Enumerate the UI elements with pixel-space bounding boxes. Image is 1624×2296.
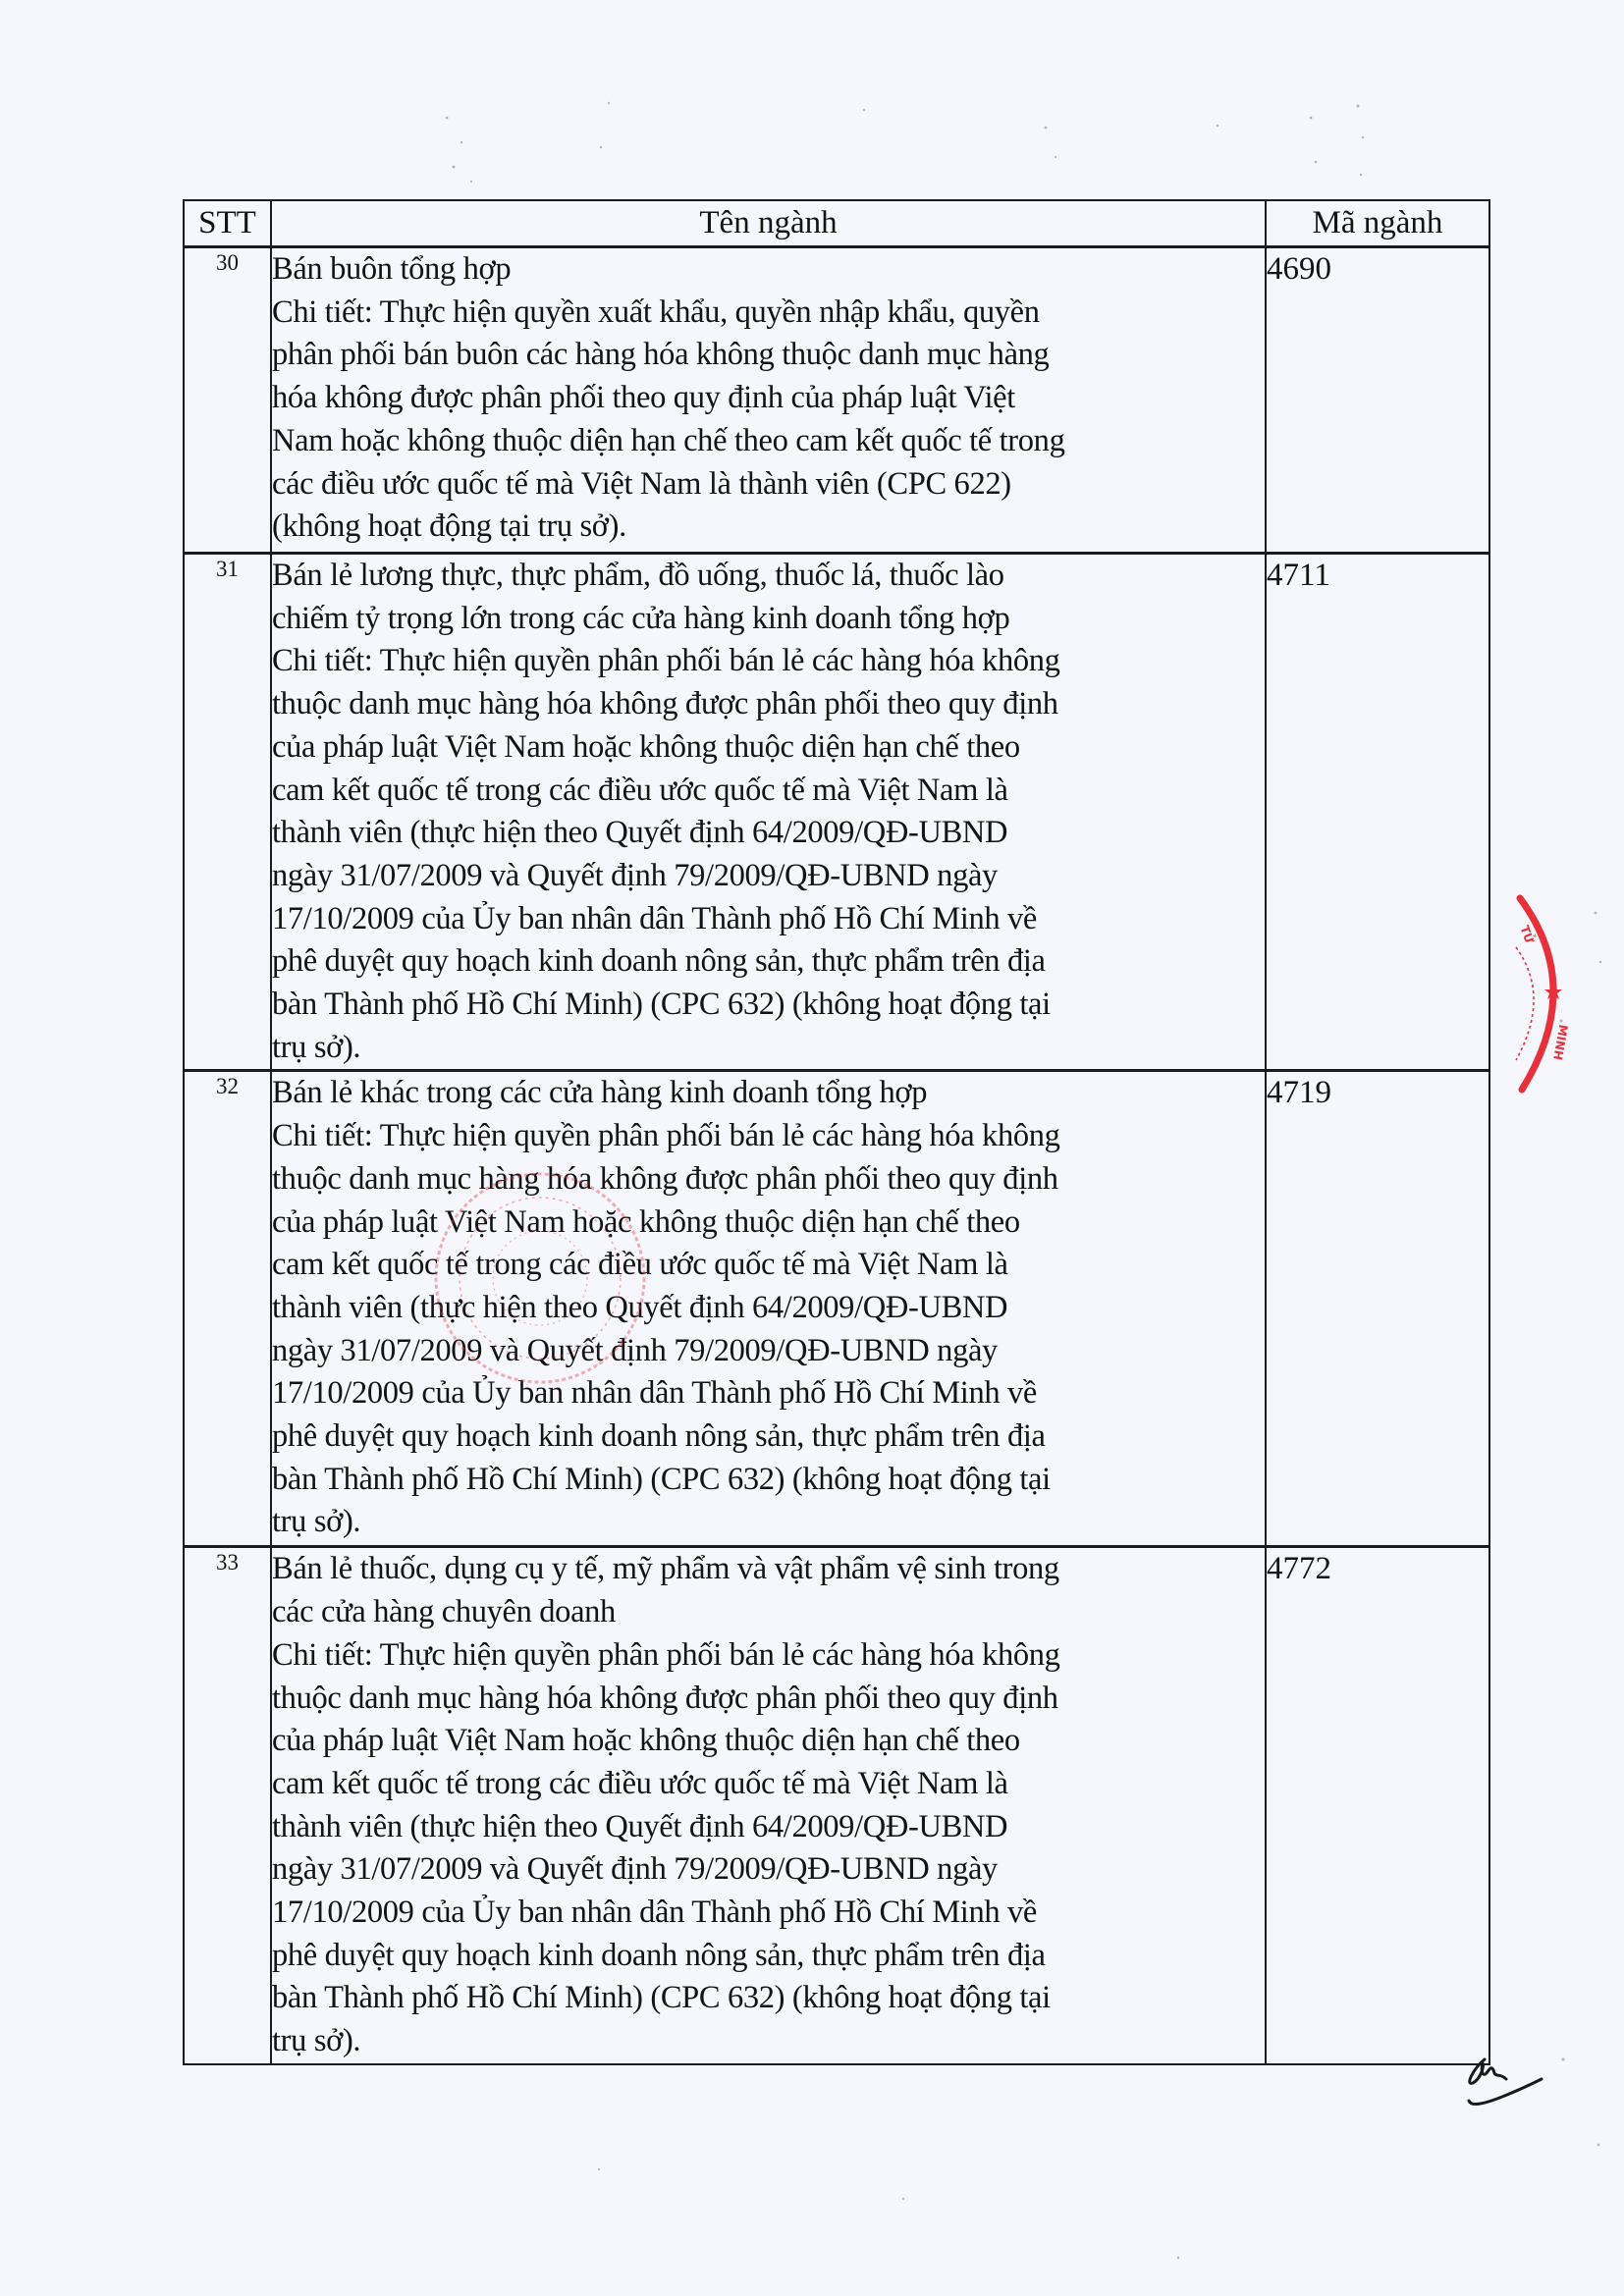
- row-line: các cửa hàng chuyên doanh: [272, 1594, 616, 1630]
- row-name: [271, 1071, 1266, 1547]
- row-line: Bán buôn tổng hợp: [272, 251, 512, 287]
- row-line: 17/10/2009 của Ủy ban nhân dân Thành phố Hồ Chí Minh về: [272, 1895, 1037, 1931]
- industry-table: [183, 199, 1490, 2065]
- row-line: trụ sở).: [272, 1504, 361, 1540]
- row-stt: 32: [184, 1071, 271, 1547]
- row-line: Chi tiết: Thực hiện quyền phân phối bán lẻ các hàng hóa không: [272, 1636, 1060, 1673]
- row-line: Nam hoặc không thuộc diện hạn chế theo cam kết quốc tế trong: [272, 422, 1065, 458]
- row-line: thành viên (thực hiện theo Quyết định 64/2009/QĐ-UBND: [272, 1808, 1008, 1844]
- row-line: ngày 31/07/2009 và Quyết định 79/2009/QĐ-UBND ngày: [272, 1332, 998, 1368]
- row-line: (không hoạt động tại trụ sở).: [272, 508, 626, 545]
- table-row: [184, 1547, 1489, 2064]
- edge-seal-stamp: [1502, 888, 1581, 1099]
- table-header-row: [184, 200, 1489, 247]
- row-stt: 30: [184, 247, 271, 554]
- row-line: bàn Thành phố Hồ Chí Minh) (CPC 632) (không hoạt động tại: [272, 1461, 1051, 1497]
- header-name: Tên ngành: [271, 200, 1266, 247]
- row-line: bàn Thành phố Hồ Chí Minh) (CPC 632) (không hoạt động tại: [272, 987, 1051, 1023]
- row-line: ngày 31/07/2009 và Quyết định 79/2009/QĐ-UBND ngày: [272, 857, 998, 893]
- row-line: Bán lẻ thuốc, dụng cụ y tế, mỹ phẩm và vật phẩm vệ sinh trong: [272, 1551, 1059, 1587]
- signature-initials: [1463, 2052, 1561, 2120]
- header-stt: STT: [184, 200, 271, 247]
- edge-seal-text-bottom: MINH: [1550, 1023, 1571, 1062]
- row-line: thuộc danh mục hàng hóa không được phân phối theo quy định: [272, 1680, 1058, 1716]
- row-line: phê duyệt quy hoạch kinh doanh nông sản, thực phẩm trên địa: [272, 943, 1046, 980]
- row-line: chiếm tỷ trọng lớn trong các cửa hàng kinh doanh tổng hợp: [272, 600, 1010, 636]
- row-line: phân phối bán buôn các hàng hóa không thuộc danh mục hàng: [272, 337, 1050, 373]
- row-line: Chi tiết: Thực hiện quyền phân phối bán lẻ các hàng hóa không: [272, 643, 1060, 679]
- row-line: cam kết quốc tế trong các điều ước quốc tế mà Việt Nam là: [272, 1765, 1008, 1801]
- row-line: Chi tiết: Thực hiện quyền xuất khẩu, quyền nhập khẩu, quyền: [272, 294, 1040, 330]
- header-code: Mã ngành: [1266, 200, 1489, 247]
- row-code: 4772: [1266, 1547, 1489, 2064]
- row-line: thành viên (thực hiện theo Quyết định 64/2009/QĐ-UBND: [272, 815, 1008, 851]
- table-row: [184, 247, 1489, 554]
- row-line: của pháp luật Việt Nam hoặc không thuộc diện hạn chế theo: [272, 1723, 1020, 1759]
- row-line: Chi tiết: Thực hiện quyền phân phối bán lẻ các hàng hóa không: [272, 1118, 1060, 1154]
- row-line: Bán lẻ lương thực, thực phẩm, đồ uống, thuốc lá, thuốc lào: [272, 558, 1004, 593]
- row-line: bàn Thành phố Hồ Chí Minh) (CPC 632) (không hoạt động tại: [272, 1980, 1051, 2016]
- row-line: trụ sở).: [272, 2023, 361, 2059]
- row-name: [271, 554, 1266, 1071]
- row-line: hóa không được phân phối theo quy định của pháp luật Việt: [272, 380, 1015, 416]
- row-line: ngày 31/07/2009 và Quyết định 79/2009/QĐ-UBND ngày: [272, 1851, 998, 1888]
- row-line: phê duyệt quy hoạch kinh doanh nông sản, thực phẩm trên địa: [272, 1418, 1046, 1455]
- table-row: [184, 1071, 1489, 1547]
- row-line: thành viên (thực hiện theo Quyết định 64/2009/QĐ-UBND: [272, 1289, 1008, 1325]
- row-line: các điều ước quốc tế mà Việt Nam là thành viên (CPC 622): [272, 465, 1011, 502]
- row-line: trụ sở).: [272, 1029, 361, 1065]
- row-line: của pháp luật Việt Nam hoặc không thuộc diện hạn chế theo: [272, 1203, 1020, 1240]
- row-line: cam kết quốc tế trong các điều ước quốc tế mà Việt Nam là: [272, 1247, 1008, 1283]
- row-code: 4690: [1266, 247, 1489, 554]
- row-name: [271, 247, 1266, 554]
- row-line: thuộc danh mục hàng hóa không được phân phối theo quy định: [272, 686, 1058, 722]
- row-line: Bán lẻ khác trong các cửa hàng kinh doanh tổng hợp: [272, 1075, 928, 1111]
- row-line: 17/10/2009 của Ủy ban nhân dân Thành phố Hồ Chí Minh về: [272, 900, 1037, 936]
- row-name: [271, 1547, 1266, 2064]
- row-line: 17/10/2009 của Ủy ban nhân dân Thành phố Hồ Chí Minh về: [272, 1375, 1037, 1412]
- row-stt: 33: [184, 1547, 271, 2064]
- row-code: 4711: [1266, 554, 1489, 1071]
- row-stt: 31: [184, 554, 271, 1071]
- row-line: phê duyệt quy hoạch kinh doanh nông sản, thực phẩm trên địa: [272, 1937, 1046, 1973]
- row-line: của pháp luật Việt Nam hoặc không thuộc diện hạn chế theo: [272, 728, 1020, 765]
- row-code: 4719: [1266, 1071, 1489, 1547]
- table-row: [184, 554, 1489, 1071]
- row-line: cam kết quốc tế trong các điều ước quốc tế mà Việt Nam là: [272, 772, 1008, 808]
- edge-seal-text-top: TỬ: [1517, 923, 1537, 945]
- row-line: thuộc danh mục hàng hóa không được phân phối theo quy định: [272, 1160, 1058, 1197]
